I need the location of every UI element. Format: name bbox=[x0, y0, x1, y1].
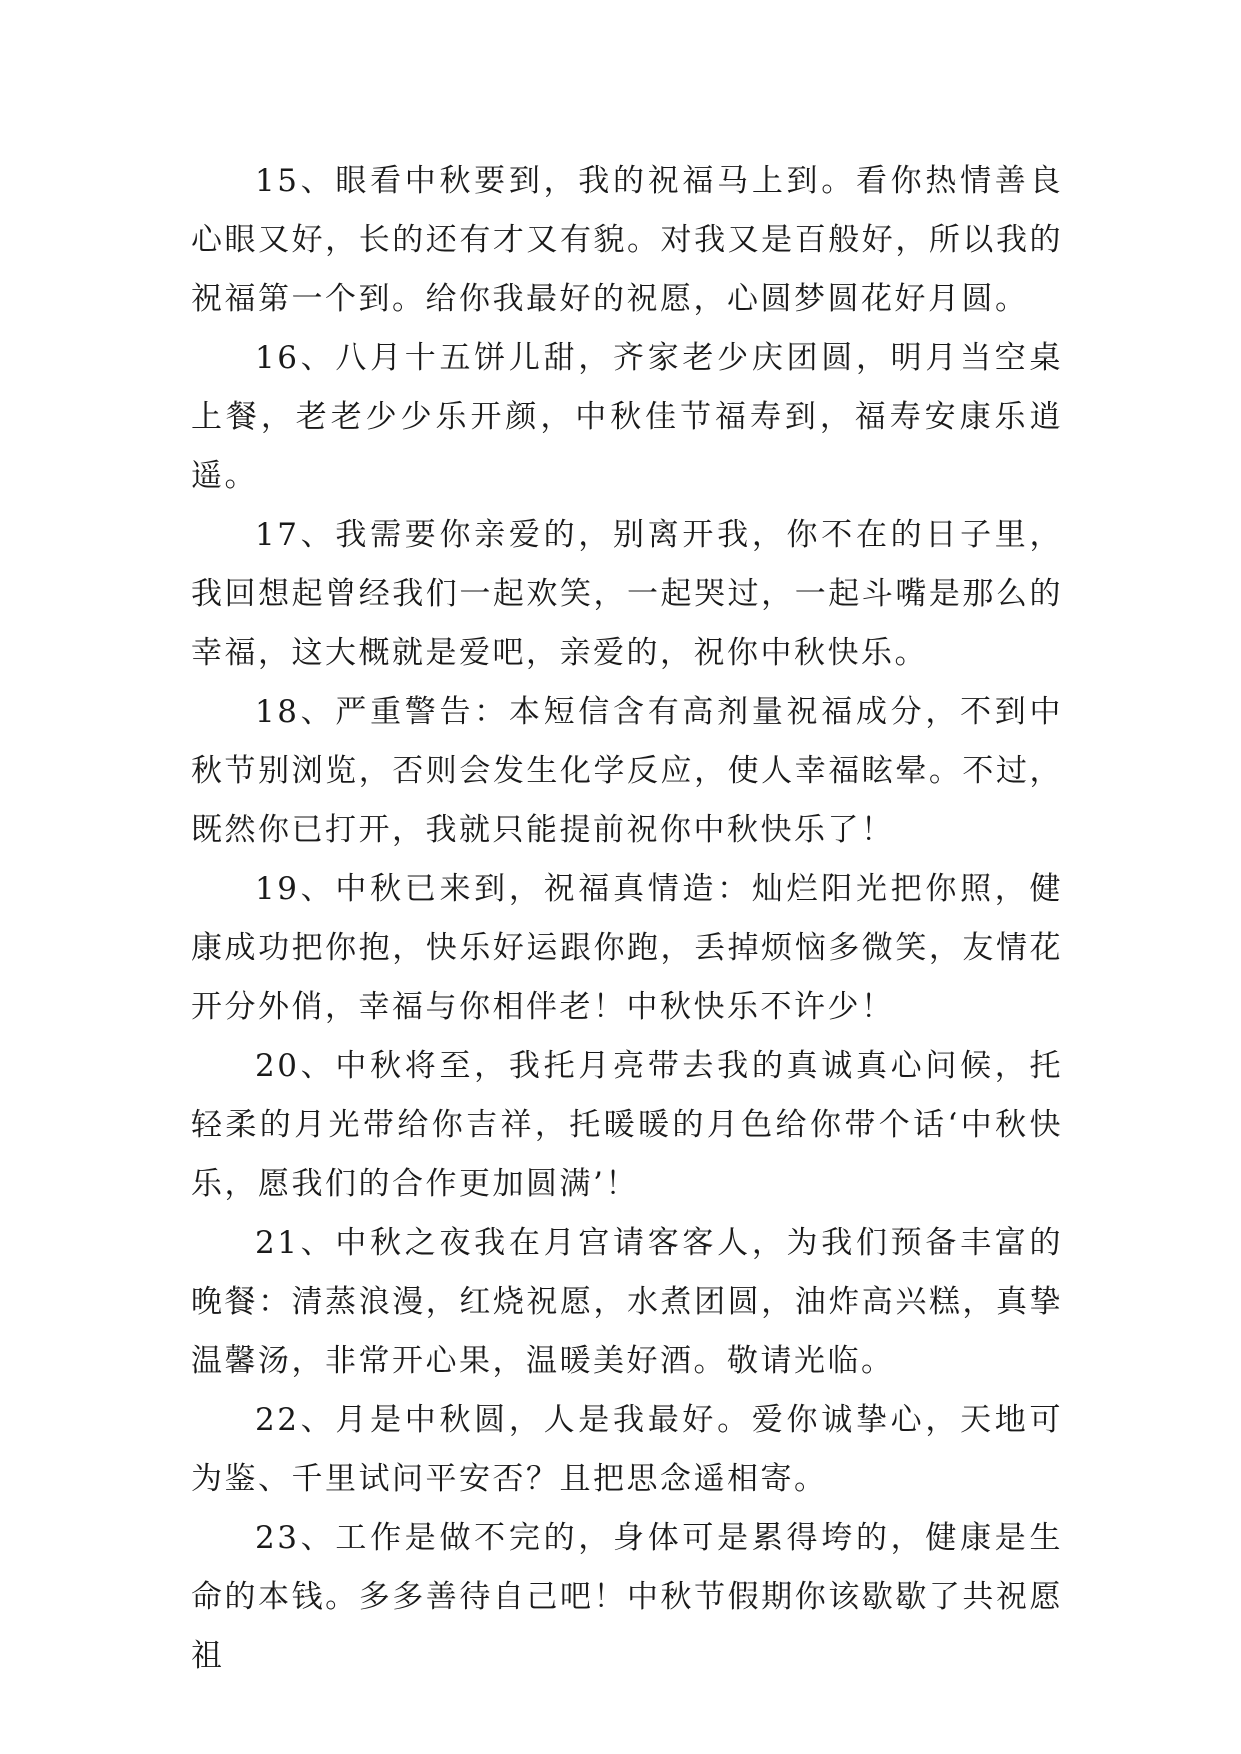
paragraph-18: 18、严重警告：本短信含有高剂量祝福成分，不到中秋节别浏览，否则会发生化学反应，使人幸福眩晕。不过，既然你已打开，我就只能提前祝你中秋快乐了！ bbox=[191, 694, 1063, 848]
paragraph-16: 16、八月十五饼儿甜，齐家老少庆团圆，明月当空桌上餐，老老少少乐开颜，中秋佳节福寿到，福寿安康乐逍遥。 bbox=[191, 340, 1063, 494]
document-body bbox=[191, 152, 1063, 1686]
paragraph-15: 15、眼看中秋要到，我的祝福马上到。看你热情善良心眼又好，长的还有才又有貌。对我又是百般好，所以我的祝福第一个到。给你我最好的祝愿，心圆梦圆花好月圆。 bbox=[191, 163, 1063, 317]
paragraph-23: 23、工作是做不完的，身体可是累得垮的，健康是生命的本钱。多多善待自己吧！中秋节假期你该歇歇了共祝愿祖 bbox=[191, 1520, 1063, 1674]
paragraph-19: 19、中秋已来到，祝福真情造：灿烂阳光把你照，健康成功把你抱，快乐好运跟你跑，丢掉烦恼多微笑，友情花开分外俏，幸福与你相伴老！中秋快乐不许少！ bbox=[191, 871, 1063, 1025]
paragraph-17: 17、我需要你亲爱的，别离开我，你不在的日子里，我回想起曾经我们一起欢笑，一起哭过，一起斗嘴是那么的幸福，这大概就是爱吧，亲爱的，祝你中秋快乐。 bbox=[191, 517, 1063, 671]
paragraph-20: 20、中秋将至，我托月亮带去我的真诚真心问候，托轻柔的月光带给你吉祥，托暖暖的月色给你带个话‘中秋快乐，愿我们的合作更加圆满’！ bbox=[191, 1048, 1063, 1202]
paragraph-21: 21、中秋之夜我在月宫请客客人，为我们预备丰富的晚餐：清蒸浪漫，红烧祝愿，水煮团圆，油炸高兴糕，真挚温馨汤，非常开心果，温暖美好酒。敬请光临。 bbox=[191, 1225, 1063, 1379]
paragraph-22: 22、月是中秋圆，人是我最好。爱你诚挚心，天地可为鉴、千里试问平安否？且把思念遥相寄。 bbox=[191, 1402, 1063, 1497]
